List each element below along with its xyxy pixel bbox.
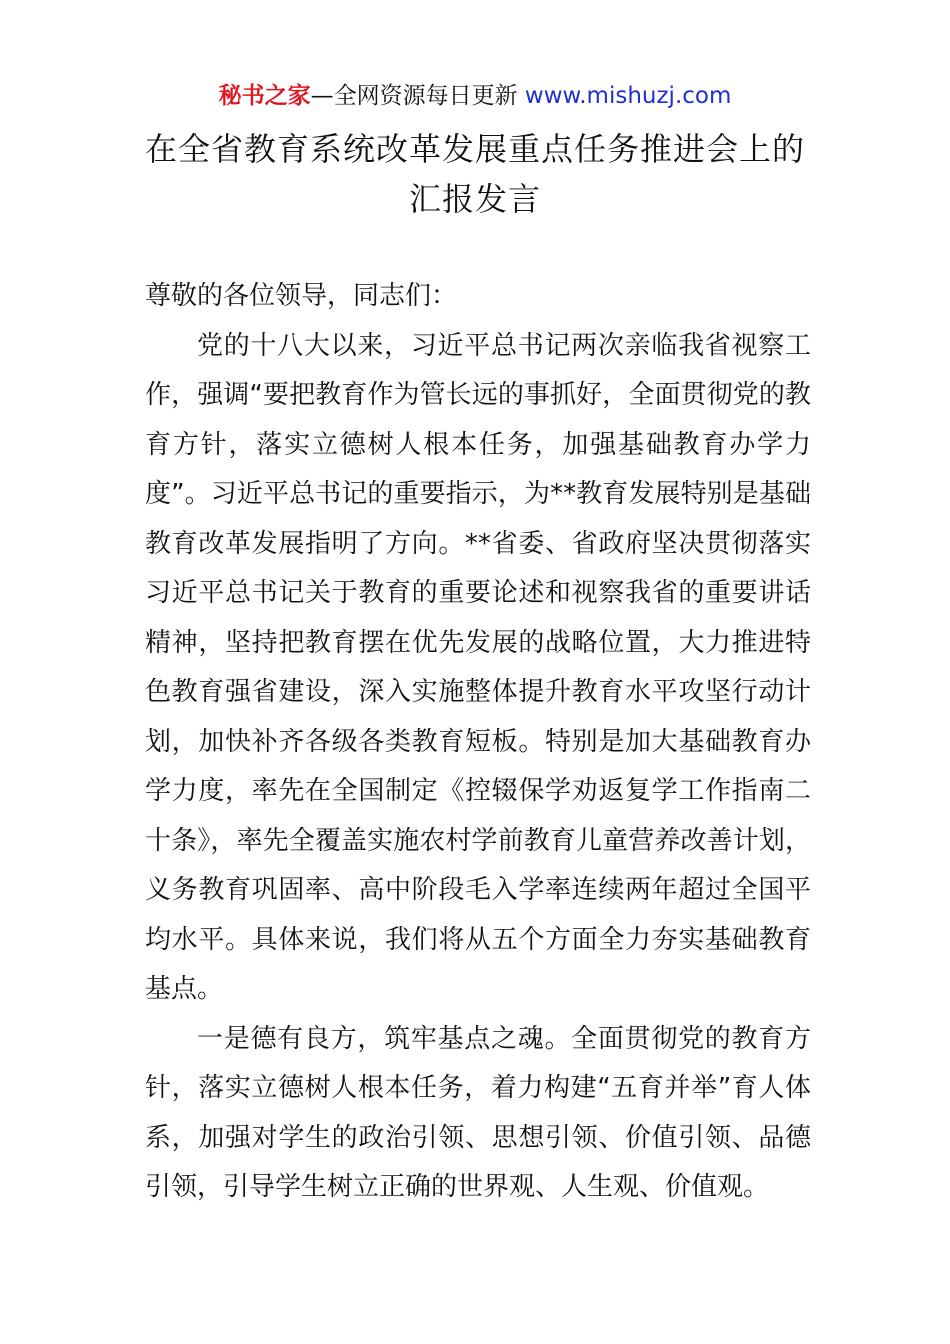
title-line-1: 在全省教育系统改革发展重点任务推进会上的 (144, 130, 805, 168)
title-line-2: 汇报发言 (408, 180, 541, 218)
salutation: 尊敬的各位领导，同志们： (145, 281, 458, 311)
paragraph-1: 党的十八大以来，习近平总书记两次亲临我省视察工作，强调“要把教育作为管长远的事抓好，全面贯彻党的教育方针，落实立德树人根本任务，加强基础教育办学力度”。习近平总书记的重要指示，为**教育发展特别是基础教育改革发展指明了方向。**省委、省政府坚决贯彻落实习近平总书记关于教育的重要论述和视察我省的重要讲话精神，坚持把教育摆在优先发展的战略位置，大力推进特色教育强省建设，深入实施整体提升教育水平攻坚行动计划，加快补齐各级各类教育短板。特别是加大基础教育办学力度，率先在全国制定《控辍保学劝返复学工作指南二十条》，率先全覆盖实施农村学前教育儿童营养改善计划，义务教育巩固率、高中阶段毛入学率连续两年超过全国平均水平。具体来说，我们将从五个方面全力夯实基础教育基点。 (145, 330, 811, 1004)
document-body (145, 272, 811, 1213)
site-header (0, 80, 950, 112)
header-tagline: —全网资源每日更新 (310, 83, 525, 109)
brand-name: 秘书之家 (218, 83, 311, 109)
document-title (100, 124, 850, 224)
site-url-link[interactable]: www.mishuzj.com (524, 83, 732, 109)
paragraph-2: 一是德有良方，筑牢基点之魂。全面贯彻党的教育方针，落实立德树人根本任务，着力构建“五育并举”育人体系，加强对学生的政治引领、思想引领、价值引领、品德引领，引导学生树立正确的世界观、人生观、价值观。 (145, 1023, 811, 1202)
